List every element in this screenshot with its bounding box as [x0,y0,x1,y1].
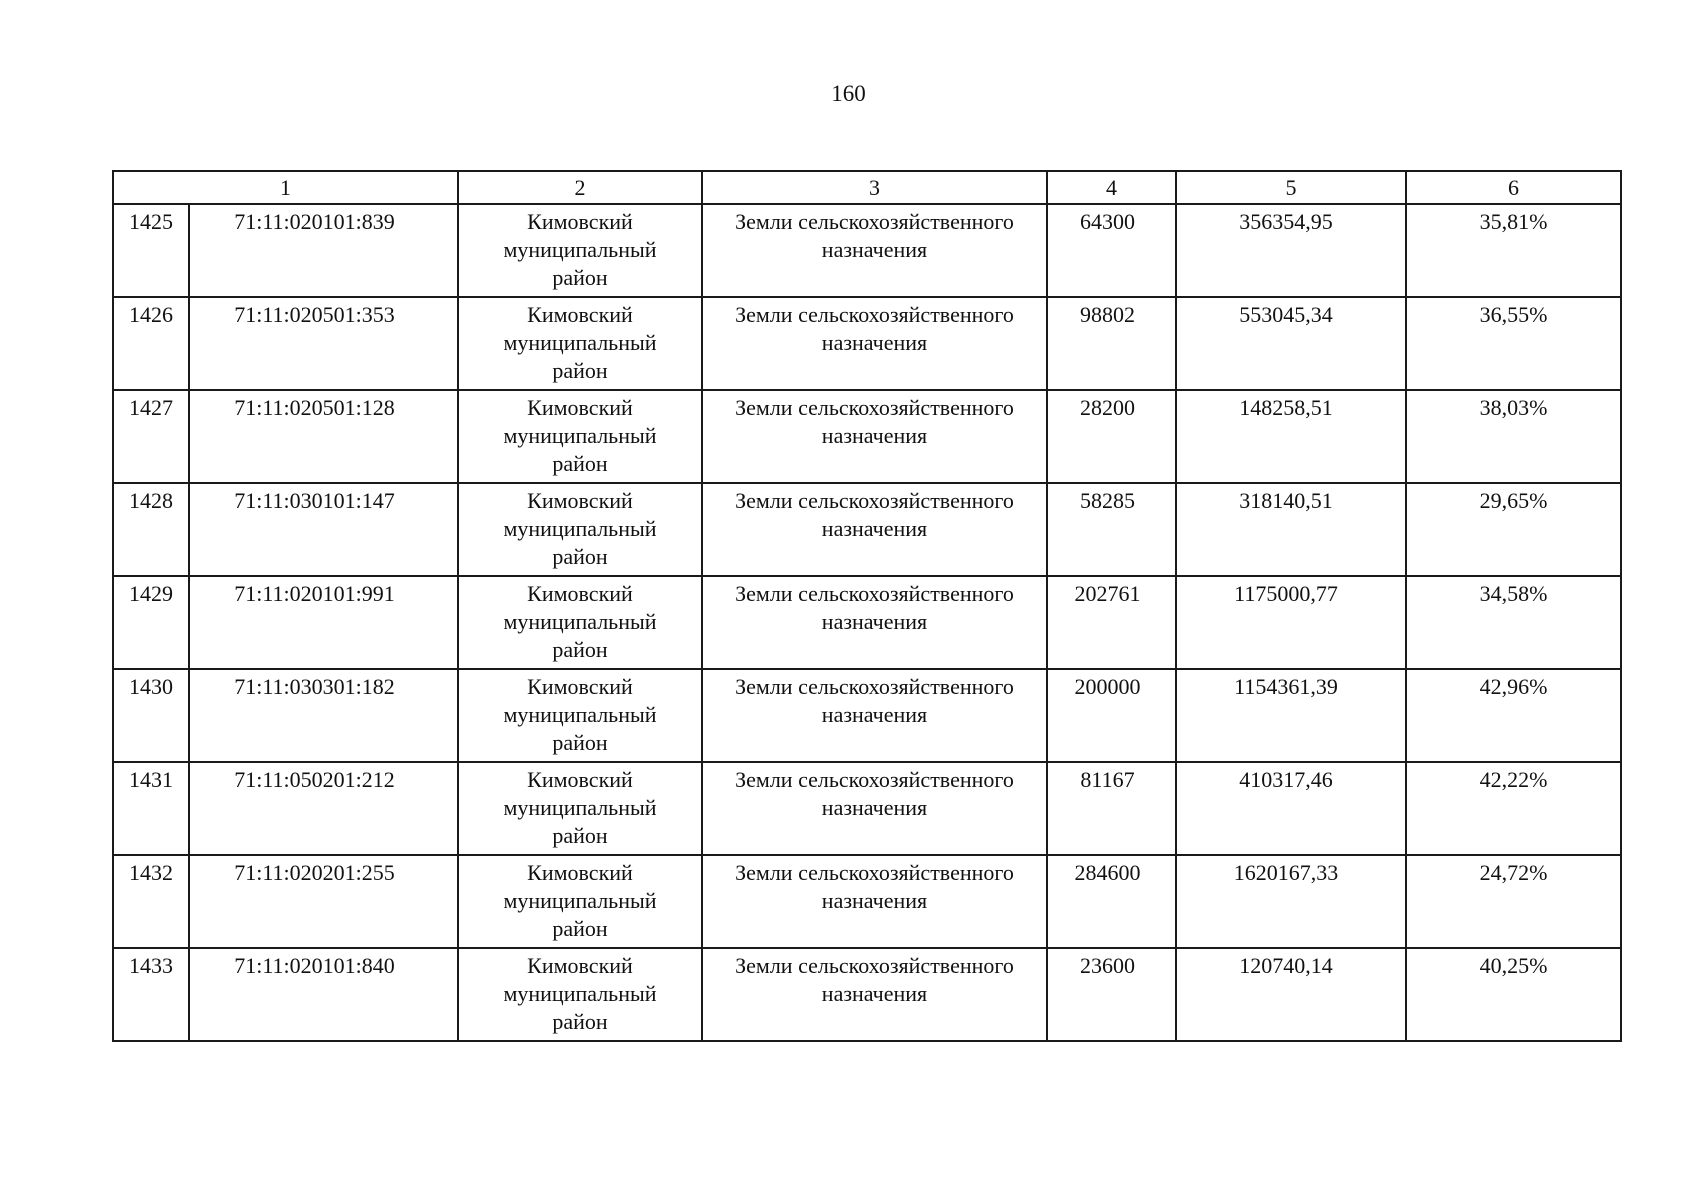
land-category-line: назначения [821,237,928,262]
municipality-line: муниципальный [503,423,657,448]
cadastral-value-cell: 318140,51 [1176,483,1406,576]
percent-cell: 42,22% [1406,762,1621,855]
row-number-cell: 1433 [113,948,189,1041]
table-row [113,948,1621,1041]
land-parcel-table [112,170,1622,1042]
area-cell: 284600 [1047,855,1176,948]
municipality-cell [458,669,702,762]
cadastral-number-cell: 71:11:020101:991 [189,576,458,669]
cadastral-number-cell: 71:11:020101:840 [189,948,458,1041]
municipality-line: муниципальный [503,888,657,913]
municipality-line: муниципальный [503,237,657,262]
land-category-line: назначения [821,888,928,913]
municipality-cell [458,390,702,483]
header-row [113,171,1621,204]
cadastral-number-cell: 71:11:020501:128 [189,390,458,483]
area-cell: 200000 [1047,669,1176,762]
municipality-line: Кимовский [527,302,633,327]
header-col-1: 1 [113,171,458,204]
header-col-6: 6 [1406,171,1621,204]
municipality-cell [458,297,702,390]
page-number: 160 [831,81,866,106]
table-row [113,576,1621,669]
municipality-cell [458,762,702,855]
cadastral-value-cell: 356354,95 [1176,204,1406,297]
municipality-line: муниципальный [503,702,657,727]
cadastral-number-cell: 71:11:030301:182 [189,669,458,762]
land-category-line: Земли сельскохозяйственного [735,953,1014,978]
land-category-line: Земли сельскохозяйственного [735,395,1014,420]
land-category-cell [702,762,1047,855]
percent-cell: 35,81% [1406,204,1621,297]
land-category-line: Земли сельскохозяйственного [735,209,1014,234]
land-category-cell [702,297,1047,390]
municipality-line: муниципальный [503,330,657,355]
municipality-line: Кимовский [527,860,633,885]
municipality-line: Кимовский [527,209,633,234]
header-col-2: 2 [458,171,702,204]
area-cell: 202761 [1047,576,1176,669]
municipality-line: Кимовский [527,395,633,420]
header-col-4: 4 [1047,171,1176,204]
municipality-cell [458,576,702,669]
municipality-line: район [552,637,608,662]
municipality-line: район [552,916,608,941]
municipality-line: муниципальный [503,981,657,1006]
cadastral-value-cell: 410317,46 [1176,762,1406,855]
cadastral-value-cell: 553045,34 [1176,297,1406,390]
table-header [113,171,1621,204]
municipality-line: Кимовский [527,767,633,792]
percent-cell: 29,65% [1406,483,1621,576]
land-category-line: Земли сельскохозяйственного [735,581,1014,606]
land-category-cell [702,204,1047,297]
land-category-cell [702,576,1047,669]
percent-cell: 34,58% [1406,576,1621,669]
area-cell: 98802 [1047,297,1176,390]
area-cell: 58285 [1047,483,1176,576]
municipality-line: район [552,451,608,476]
area-cell: 81167 [1047,762,1176,855]
table-row [113,855,1621,948]
municipality-cell [458,204,702,297]
cadastral-number-cell: 71:11:020201:255 [189,855,458,948]
land-category-line: назначения [821,981,928,1006]
cadastral-number-cell: 71:11:030101:147 [189,483,458,576]
municipality-line: район [552,823,608,848]
percent-cell: 40,25% [1406,948,1621,1041]
land-category-line: назначения [821,795,928,820]
land-category-line: назначения [821,609,928,634]
municipality-line: Кимовский [527,953,633,978]
header-col-3: 3 [702,171,1047,204]
land-category-line: Земли сельскохозяйственного [735,488,1014,513]
land-category-cell [702,855,1047,948]
cadastral-number-cell: 71:11:020501:353 [189,297,458,390]
cadastral-value-cell: 1175000,77 [1176,576,1406,669]
percent-cell: 36,55% [1406,297,1621,390]
cadastral-value-cell: 120740,14 [1176,948,1406,1041]
row-number-cell: 1425 [113,204,189,297]
table-row [113,669,1621,762]
municipality-line: муниципальный [503,516,657,541]
municipality-line: Кимовский [527,581,633,606]
cadastral-number-cell: 71:11:020101:839 [189,204,458,297]
area-cell: 23600 [1047,948,1176,1041]
municipality-line: район [552,544,608,569]
cadastral-value-cell: 148258,51 [1176,390,1406,483]
row-number-cell: 1426 [113,297,189,390]
cadastral-value-cell: 1620167,33 [1176,855,1406,948]
percent-cell: 24,72% [1406,855,1621,948]
cadastral-value-cell: 1154361,39 [1176,669,1406,762]
land-category-line: назначения [821,516,928,541]
table-row [113,483,1621,576]
row-number-cell: 1430 [113,669,189,762]
municipality-cell [458,948,702,1041]
municipality-line: Кимовский [527,674,633,699]
land-category-line: Земли сельскохозяйственного [735,860,1014,885]
land-category-line: назначения [821,330,928,355]
land-category-line: Земли сельскохозяйственного [735,767,1014,792]
row-number-cell: 1428 [113,483,189,576]
municipality-line: район [552,730,608,755]
municipality-line: муниципальный [503,609,657,634]
land-category-line: Земли сельскохозяйственного [735,674,1014,699]
land-category-line: назначения [821,423,928,448]
row-number-cell: 1431 [113,762,189,855]
table-row [113,297,1621,390]
land-category-cell [702,483,1047,576]
municipality-cell [458,855,702,948]
municipality-line: район [552,358,608,383]
percent-cell: 42,96% [1406,669,1621,762]
land-category-cell [702,669,1047,762]
municipality-line: район [552,265,608,290]
area-cell: 64300 [1047,204,1176,297]
row-number-cell: 1429 [113,576,189,669]
municipality-line: Кимовский [527,488,633,513]
table-body [113,204,1621,1041]
land-category-line: назначения [821,702,928,727]
row-number-cell: 1427 [113,390,189,483]
row-number-cell: 1432 [113,855,189,948]
percent-cell: 38,03% [1406,390,1621,483]
municipality-line: муниципальный [503,795,657,820]
area-cell: 28200 [1047,390,1176,483]
header-col-5: 5 [1176,171,1406,204]
municipality-cell [458,483,702,576]
table-row [113,390,1621,483]
land-category-cell [702,390,1047,483]
land-category-cell [702,948,1047,1041]
table-row [113,762,1621,855]
cadastral-number-cell: 71:11:050201:212 [189,762,458,855]
table-row [113,204,1621,297]
municipality-line: район [552,1009,608,1034]
land-category-line: Земли сельскохозяйственного [735,302,1014,327]
